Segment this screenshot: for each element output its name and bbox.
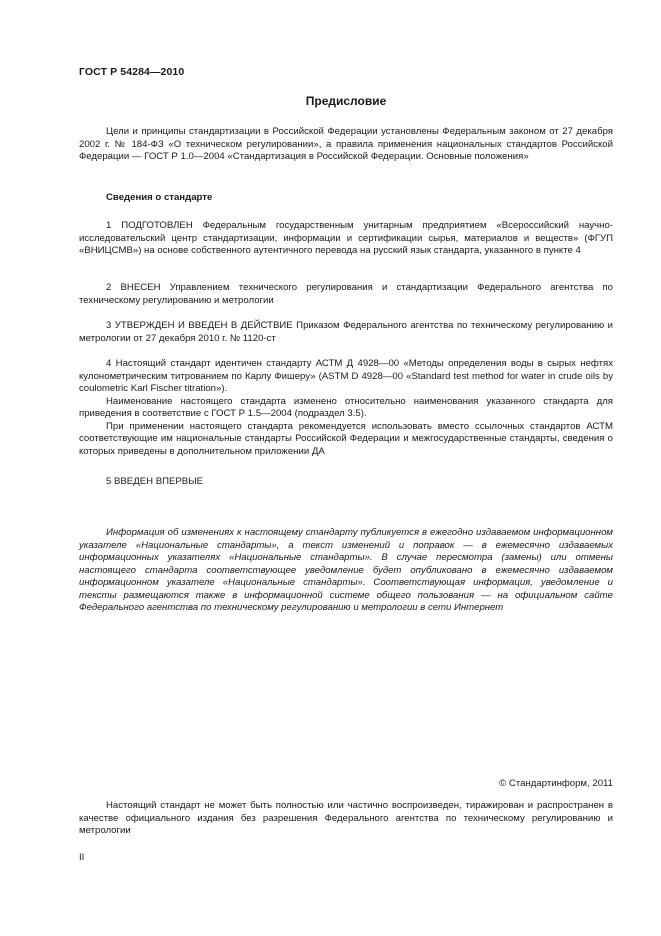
item-4-paragraph-b: Наименование настоящего стандарта изменено относительно наименования указанного стандарта для приведения в соответствие с ГОСТ Р 1.5—2004 (подраздел 3.5). bbox=[79, 395, 613, 419]
page-title: Предисловие bbox=[305, 94, 387, 108]
copyright-notice: © Стандартинформ, 2011 bbox=[499, 778, 613, 789]
change-info-block bbox=[79, 527, 613, 615]
item-4-paragraph-a: 4 Настоящий стандарт идентичен стандарту АСТМ Д 4928—00 «Методы определения воды в сырых нефтях кулонометрическим титрованием по Карлу Фишеру» (ASTM D 4928—00 «Standard test method for water in crude oils by coulometric Karl Fischer titration»). bbox=[79, 358, 613, 394]
item-2-block bbox=[79, 282, 613, 307]
standard-info-heading: Сведения о стандарте bbox=[106, 192, 213, 203]
item-1-paragraph: 1 ПОДГОТОВЛЕН Федеральным государственным унитарным предприятием «Всероссийский научно-исследовательский центр стандартизации, информации и сертификации сырья, материалов и веществ» (ФГУП «ВНИЦСМВ») на основе собственного аутентичного перевода на русский язык стандарта, указанного в пункте 4 bbox=[79, 220, 613, 256]
intro-block bbox=[79, 126, 613, 164]
change-info-paragraph: Информация об изменениях к настоящему стандарту публикуется в ежегодно издаваемом информационном указателе «Национальные стандарты», а текст изменений и поправок — в ежемесячно издаваемых информационных указателях «Национальные стандарты». В случае пересмотра (замены) или отмены настоящего стандарта соответствующее уведомление будет опубликовано в ежемесячно издаваемом информационном указателе «Национальные стандарты». Соответствующая информация, уведомление и тексты размещаются также в информационной системе общего пользования — на официальном сайте Федерального агентства по техническому регулированию и метрологии в сети Интернет bbox=[79, 527, 613, 613]
item-5-block bbox=[79, 476, 613, 489]
item-2-paragraph: 2 ВНЕСЕН Управлением технического регулирования и стандартизации Федерального агентства по техническому регулированию и метрологии bbox=[79, 282, 613, 306]
document-code: ГОСТ Р 54284—2010 bbox=[79, 66, 185, 78]
item-5-paragraph: 5 ВВЕДЕН ВПЕРВЫЕ bbox=[106, 476, 204, 487]
item-4-paragraph-c: При применении настоящего стандарта рекомендуется использовать вместо ссылочных стандартов АСТМ соответствующие им национальные стандарты Российской Федерации и межгосударственные стандарты, сведения о которых приведены в дополнительном приложении ДА bbox=[79, 420, 613, 457]
item-3-paragraph: 3 УТВЕРЖДЕН И ВВЕДЕН В ДЕЙСТВИЕ Приказом Федерального агентства по техническому регулированию и метрологии от 27 декабря 2010 г. № 1120-ст bbox=[79, 320, 613, 344]
reproduction-block bbox=[79, 800, 613, 838]
item-4-block bbox=[79, 358, 613, 458]
page-number: II bbox=[79, 852, 85, 863]
intro-paragraph: Цели и принципы стандартизации в Российской Федерации установлены Федеральным законом от 27 декабря 2002 г. № 184-ФЗ «О техническом регулировании», а правила применения национальных стандартов Российской Федерации — ГОСТ Р 1.0—2004 «Стандартизация в Российской Федерации. Основные положения» bbox=[79, 126, 613, 162]
item-1-block bbox=[79, 220, 613, 258]
item-3-block bbox=[79, 320, 613, 345]
reproduction-paragraph: Настоящий стандарт не может быть полностью или частично воспроизведен, тиражирован и распространен в качестве официального издания без разрешения Федерального агентства по техническому регулированию и метрологии bbox=[79, 800, 613, 836]
